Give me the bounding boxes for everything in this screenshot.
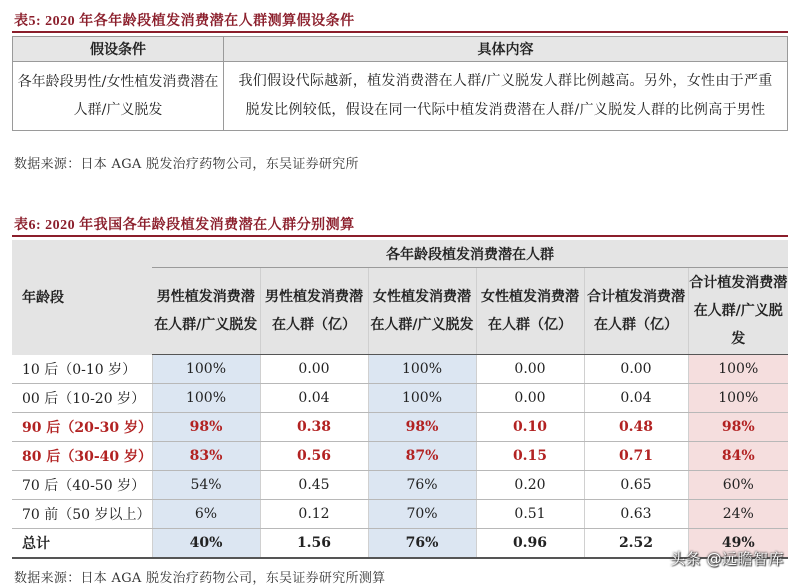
table6-group-header: 各年龄段植发消费潜在人群 (152, 240, 788, 268)
cell-female-count: 0.20 (476, 471, 584, 500)
cell-total-ratio: 49% (688, 529, 788, 559)
cell-total-ratio: 60% (688, 471, 788, 500)
table6-row-highlight (12, 413, 788, 442)
table5-header-condition: 假设条件 (13, 37, 224, 62)
cell-total-count: 0.00 (584, 355, 688, 384)
table5-source: 数据来源：日本 AGA 脱发治疗药物公司，东吴证券研究所 (14, 157, 359, 172)
cell-total-count: 0.71 (584, 442, 688, 471)
table5-title: 表5: 2020 年各年龄段植发消费潜在人群测算假设条件 (14, 14, 355, 29)
table5-content-cell: 我们假设代际越新，植发消费潜在人群/广义脱发人群比例越高。另外，女性由于严重脱发比例较低，假设在同一代际中植发消费潜在人群/广义脱发人群的比例高于男性 (224, 62, 788, 131)
cell-female-count: 0.96 (476, 529, 584, 559)
cell-female-count: 0.00 (476, 384, 584, 413)
table6-col-header: 男性植发消费潜在人群（亿） (260, 268, 368, 355)
cell-male-count: 0.56 (260, 442, 368, 471)
cell-female-ratio: 100% (368, 355, 476, 384)
table6-age-header: 年龄段 (12, 240, 152, 355)
table6-title-rule (12, 235, 788, 237)
cell-male-ratio: 6% (152, 500, 260, 529)
table6-col-header: 合计植发消费潜在人群/广义脱发 (688, 268, 788, 355)
table5-condition-cell: 各年龄段男性/女性植发消费潜在人群/广义脱发 (13, 62, 224, 131)
cell-male-ratio: 83% (152, 442, 260, 471)
cell-total-ratio: 100% (688, 384, 788, 413)
row-age: 90 后（20-30 岁） (12, 413, 152, 442)
cell-total-count: 0.48 (584, 413, 688, 442)
cell-female-ratio: 70% (368, 500, 476, 529)
table5-row (13, 62, 788, 131)
cell-female-ratio: 100% (368, 384, 476, 413)
row-age: 70 后（40-50 岁） (12, 471, 152, 500)
table5 (12, 36, 788, 131)
table5-header-content: 具体内容 (224, 37, 788, 62)
cell-male-ratio: 100% (152, 384, 260, 413)
table6-title: 表6: 2020 年我国各年龄段植发消费潜在人群分别测算 (14, 218, 355, 233)
cell-female-ratio: 98% (368, 413, 476, 442)
cell-male-ratio: 98% (152, 413, 260, 442)
table6-row (12, 500, 788, 529)
table6-row (12, 471, 788, 500)
row-age: 80 后（30-40 岁） (12, 442, 152, 471)
cell-male-count: 0.38 (260, 413, 368, 442)
table6-source: 数据来源：日本 AGA 脱发治疗药物公司，东吴证券研究所测算 (14, 571, 386, 586)
row-age: 00 后（10-20 岁） (12, 384, 152, 413)
cell-male-count: 0.04 (260, 384, 368, 413)
cell-total-count: 0.65 (584, 471, 688, 500)
cell-total-count: 0.63 (584, 500, 688, 529)
table6-row-highlight (12, 442, 788, 471)
cell-female-count: 0.51 (476, 500, 584, 529)
cell-total-ratio: 24% (688, 500, 788, 529)
table6 (12, 240, 788, 559)
table6-col-header: 女性植发消费潜在人群/广义脱发 (368, 268, 476, 355)
cell-male-count: 1.56 (260, 529, 368, 559)
cell-male-count: 0.00 (260, 355, 368, 384)
cell-female-ratio: 76% (368, 529, 476, 559)
cell-male-ratio: 54% (152, 471, 260, 500)
cell-male-count: 0.45 (260, 471, 368, 500)
table6-col-header: 男性植发消费潜在人群/广义脱发 (152, 268, 260, 355)
row-age: 总计 (12, 529, 152, 559)
watermark: 头条 @远瞻智库 (670, 550, 784, 568)
table6-col-header: 女性植发消费潜在人群（亿） (476, 268, 584, 355)
cell-female-ratio: 76% (368, 471, 476, 500)
cell-female-count: 0.10 (476, 413, 584, 442)
cell-total-ratio: 84% (688, 442, 788, 471)
table6-row (12, 355, 788, 384)
cell-male-count: 0.12 (260, 500, 368, 529)
cell-total-count: 2.52 (584, 529, 688, 559)
cell-male-ratio: 100% (152, 355, 260, 384)
row-age: 10 后（0-10 岁） (12, 355, 152, 384)
cell-total-ratio: 100% (688, 355, 788, 384)
cell-female-count: 0.00 (476, 355, 584, 384)
cell-male-ratio: 40% (152, 529, 260, 559)
table5-title-rule (12, 31, 788, 33)
cell-total-ratio: 98% (688, 413, 788, 442)
table6-row (12, 384, 788, 413)
cell-female-count: 0.15 (476, 442, 584, 471)
cell-total-count: 0.04 (584, 384, 688, 413)
table6-col-header: 合计植发消费潜在人群（亿） (584, 268, 688, 355)
cell-female-ratio: 87% (368, 442, 476, 471)
row-age: 70 前（50 岁以上） (12, 500, 152, 529)
